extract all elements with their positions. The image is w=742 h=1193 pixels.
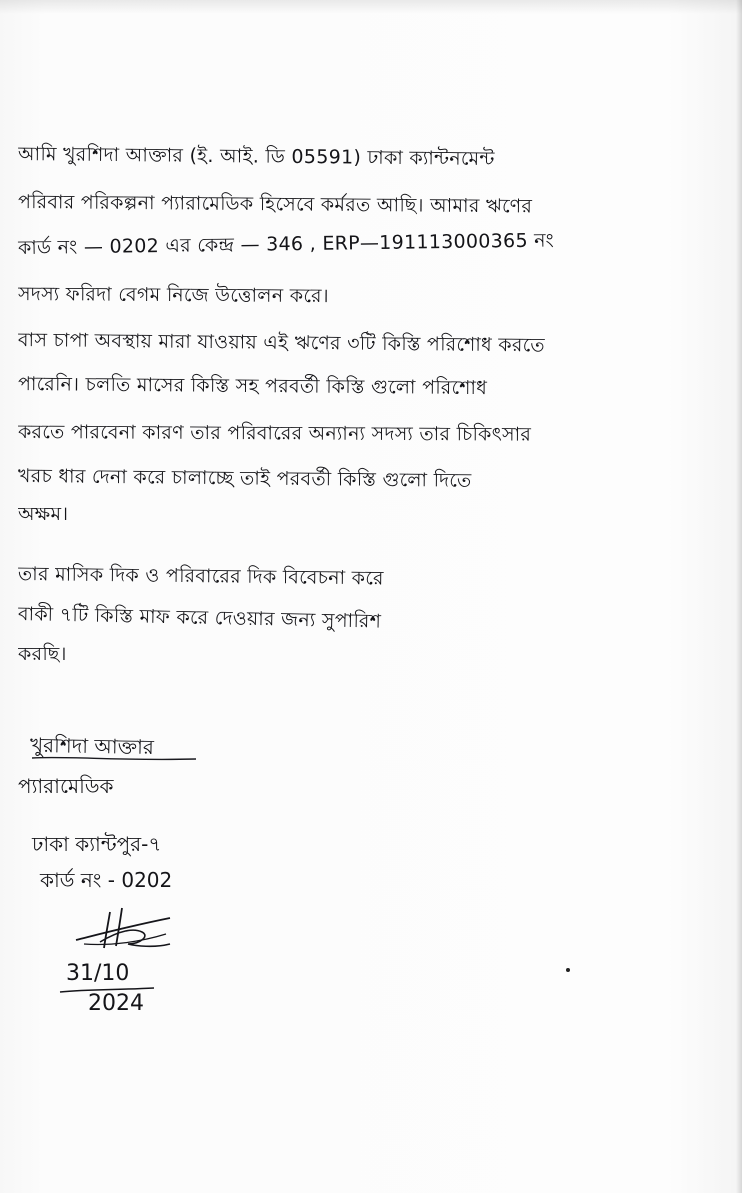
letter-line: অক্ষম। (18, 503, 69, 525)
letter-line: পারেনি। চলতি মাসের কিস্তি সহ পরবর্তী কিস্তি গুলো পরিশোধ (17, 373, 488, 400)
scan-edge-shadow (736, 0, 742, 1193)
letter-line: কার্ড নং — 0202 এর কেন্দ্র — 346 , ERP—191113000365 নং (17, 229, 555, 259)
scan-top-shade (0, 0, 742, 14)
letter-line: করতে পারবেনা কারণ তার পরিবারের অন্যান্য সদস্য তার চিকিৎসার (17, 421, 532, 446)
letter-line: সদস্য ফরিদা বেগম নিজে উত্তোলন করে। (17, 283, 329, 308)
signer-name-underline (30, 752, 200, 766)
letter-line: বাস চাপা অবস্থায় মারা যাওয়ায় এই ঋণের ৩টি কিস্তি পরিশোধ করতে (17, 329, 546, 357)
signer-name: খুরশিদা আক্তার (29, 732, 155, 760)
signer-card-number: কার্ড নং - 0202 (40, 868, 173, 892)
signature-date-day-month: 31/10 (66, 961, 130, 986)
ink-speck (566, 968, 570, 972)
signature-mark (70, 904, 180, 954)
letter-line: খরচ ধার দেনা করে চালাচ্ছে তাই পরবর্তী কিস্তি গুলো দিতে (17, 465, 472, 492)
letter-line: বাকী ৭টি কিস্তি মাফ করে দেওয়ার জন্য সুপারিশ (17, 603, 382, 633)
signer-designation: প্যারামেডিক (18, 774, 114, 798)
letter-line: তার মাসিক দিক ও পরিবারের দিক বিবেচনা করে (17, 563, 384, 590)
letter-line: পরিবার পরিকল্পনা প্যারামেডিক হিসেবে কর্মরত আছি। আমার ঋণের (17, 191, 533, 218)
signer-office: ঢাকা ক্যান্টপুর-৭ (32, 832, 162, 856)
letter-line: আমি খুরশিদা আক্তার (ই. আই. ডি 05591) ঢাকা ক্যান্টনমেন্ট (17, 143, 495, 170)
letter-line: করছি। (18, 643, 67, 665)
signature-date-year: 2024 (88, 991, 144, 1016)
